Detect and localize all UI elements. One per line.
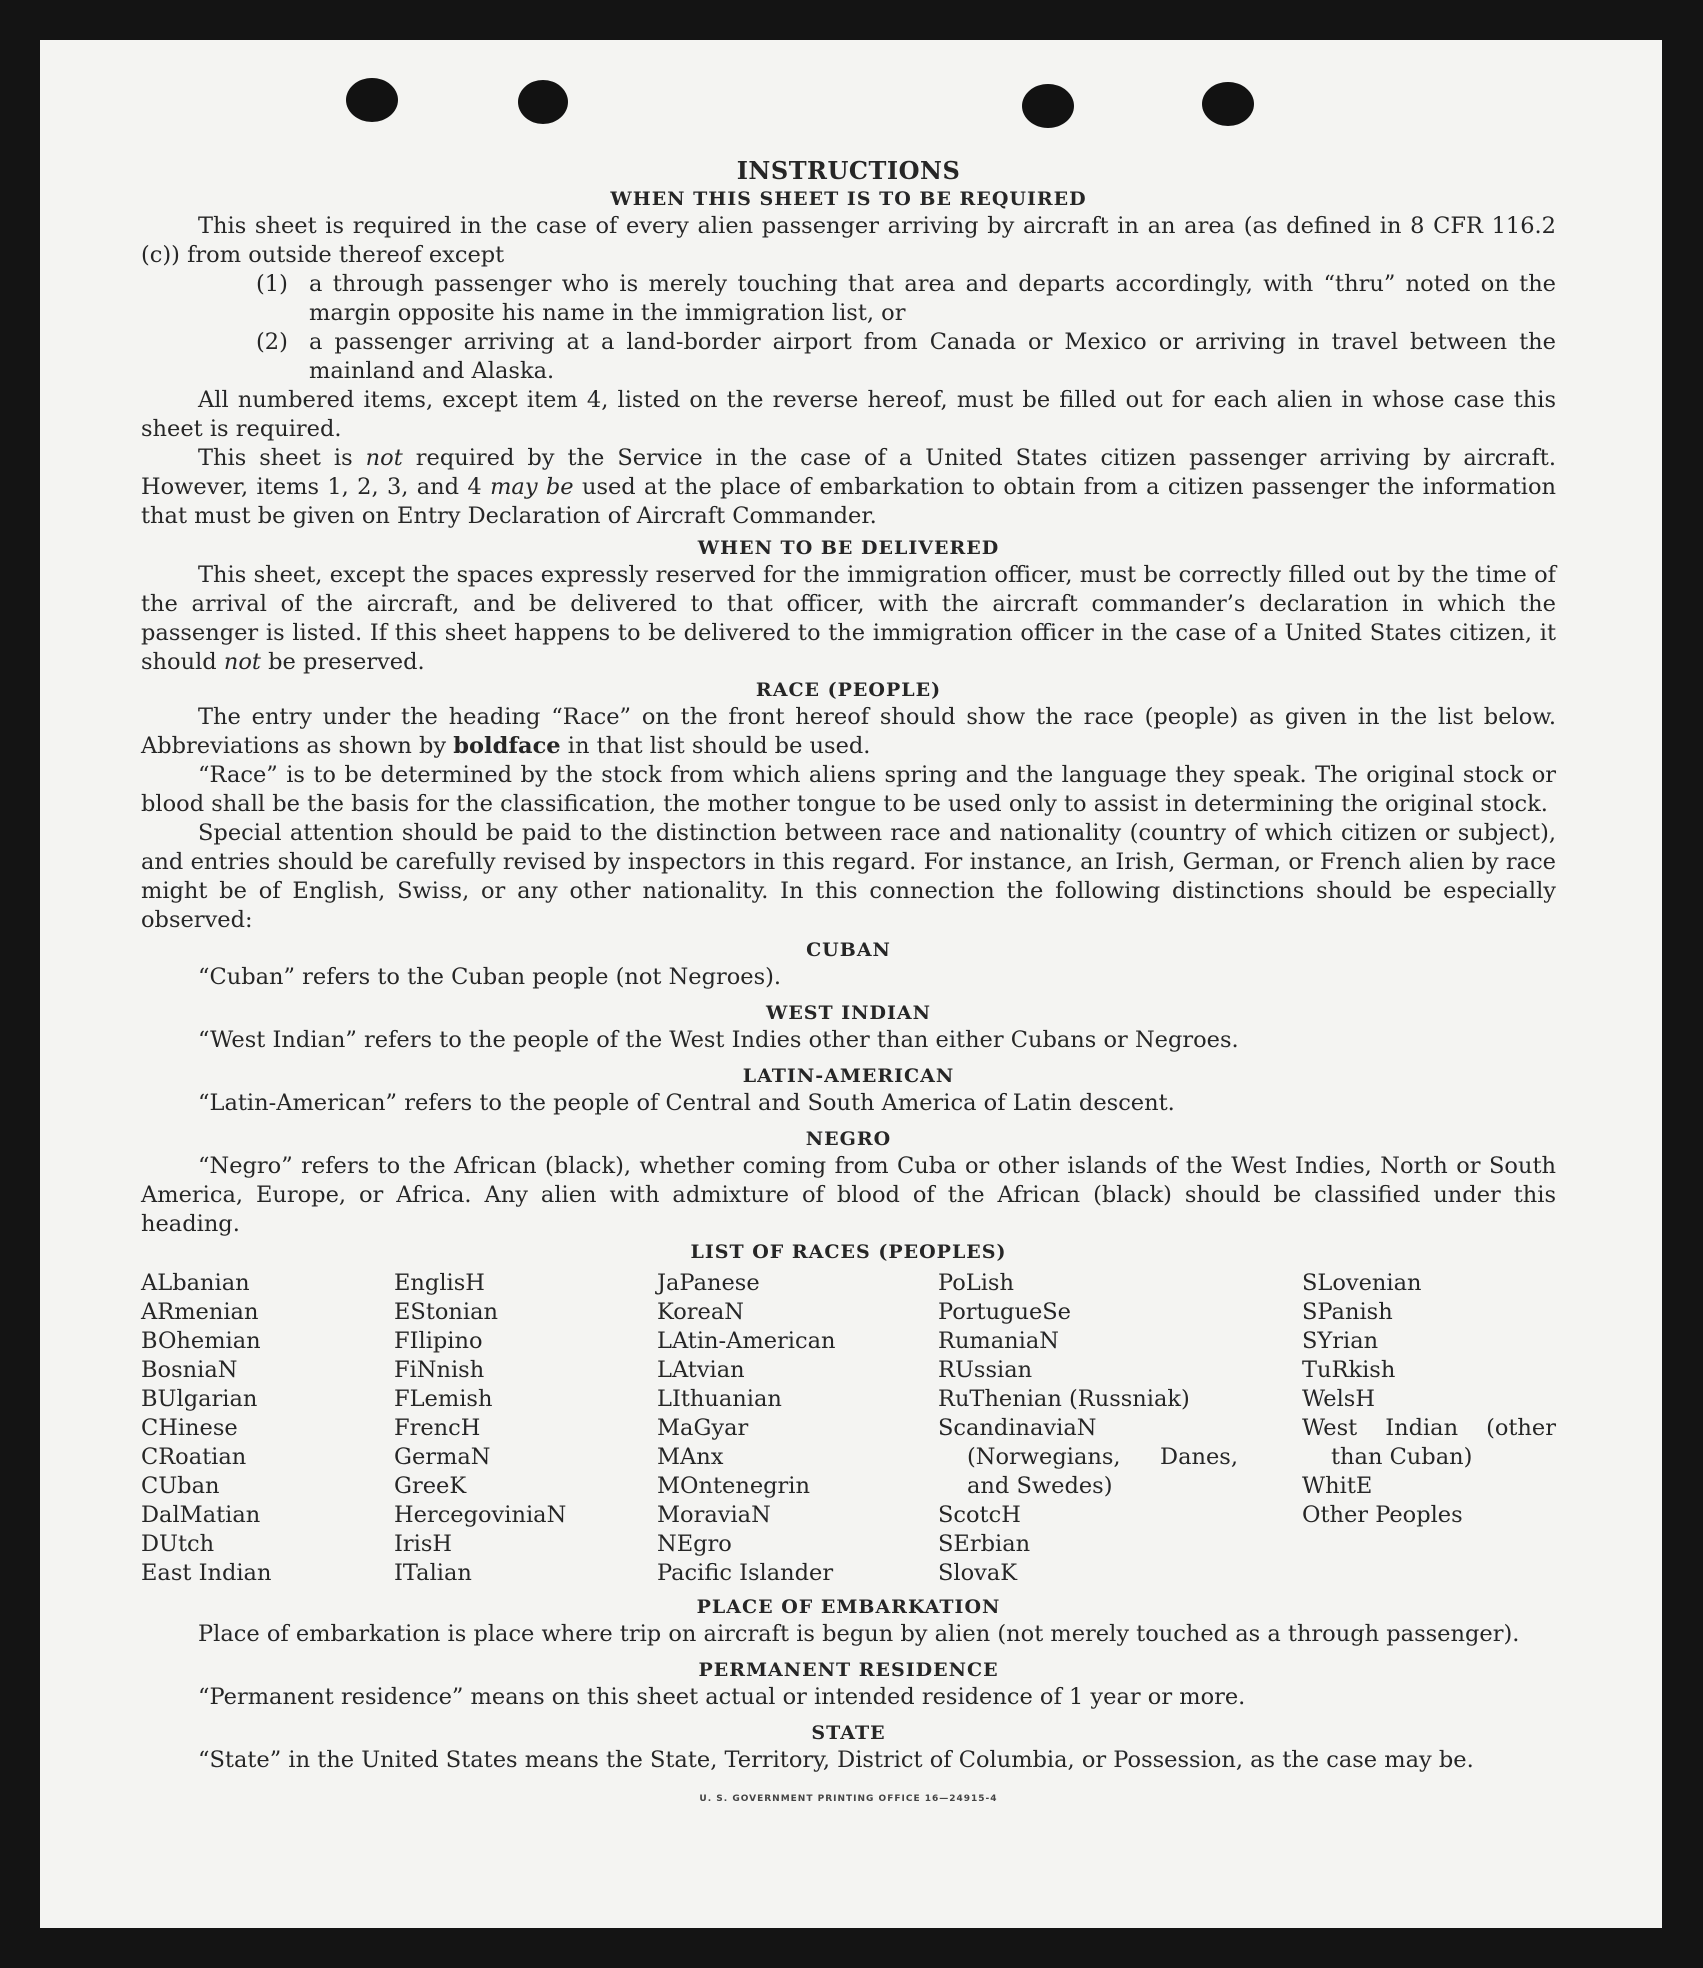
race-item: SErbian [938,1531,1031,1557]
race-item: Other Peoples [1302,1502,1463,1528]
paragraph: This sheet is required in the case of every alien passenger arriving by aircraft in an area (as defined in 8 CFR 116.2 (c)) from outside thereof except [141,213,1556,268]
emphasis: not [365,445,403,471]
race-column [141,1269,394,1588]
race-column [394,1269,657,1588]
paragraph: “Permanent residence” means on this sheet actual or intended residence of 1 year or more. [198,1684,1246,1710]
paragraph: Place of embarkation is place where trip on aircraft is begun by alien (not merely touched as a through passenger). [198,1621,1520,1647]
race-item: JaPanese [657,1270,760,1296]
race-item: West Indian (other than Cuban) [1302,1415,1556,1470]
race-item: RuThenian (Russniak) [938,1386,1190,1412]
race-item: WelsH [1302,1386,1375,1412]
heading-negro: NEGRO [805,1128,892,1150]
race-column [1302,1269,1556,1588]
race-item: EStonian [394,1299,499,1325]
paragraph [141,444,1556,531]
race-item: LAtin-American [657,1328,836,1354]
race-item: SYrian [1302,1328,1379,1354]
race-item: ALbanian [141,1270,250,1296]
race-item: CUban [141,1473,220,1499]
race-column [938,1269,1302,1588]
race-item: DalMatian [141,1502,261,1528]
race-item: ITalian [394,1560,472,1586]
printer-imprint: U. S. GOVERNMENT PRINTING OFFICE 16—24915-4 [699,1794,998,1804]
paragraph [141,561,1556,677]
race-item: GreeK [394,1473,467,1499]
page-title: INSTRUCTIONS [736,156,961,185]
race-item: IrisH [394,1531,453,1557]
heading-west-indian: WEST INDIAN [765,1002,932,1024]
race-item: EnglisH [394,1270,485,1296]
race-item: BUlgarian [141,1386,258,1412]
race-item: ScotcH [938,1502,1021,1528]
race-item: PoLish [938,1270,1014,1296]
text-run: This sheet is [198,445,366,471]
paragraph: Special attention should be paid to the distinction between race and nationality (country of which citizen or subject), and entries should be carefully revised by inspectors in this regard. For instance, an Irish, German, or French alien by race might be of English, Swiss, or any other nationality. In this connection the following distinctions should be especially observed: [141,820,1556,933]
paragraph [141,703,1556,761]
race-column [657,1269,938,1588]
race-item: East Indian [141,1560,272,1586]
exception-item-1 [256,270,1556,328]
paragraph: “Race” is to be determined by the stock from which aliens spring and the language they speak. The original stock or blood shall be the basis for the classification, the mother tongue to be used only to assist in determining the original stock. [141,762,1556,817]
race-item: SPanish [1302,1299,1393,1325]
text-run: required by the Service in the case of a United States citizen passenger arriving by aircraft. However, items 1, 2, 3, and 4 [141,445,1556,500]
text-run: The entry under the heading “Race” on the front hereof should show the race (people) as given in the list below. Abbreviations as shown by [141,704,1556,759]
race-item: CRoatian [141,1444,247,1470]
race-item: SLovenian [1302,1270,1422,1296]
race-item: ARmenian [141,1299,259,1325]
text-run: used at the place of embarkation to obtain from a citizen passenger the information that must be given on Entry Declaration of Aircraft Commander. [141,474,1556,529]
paragraph: All numbered items, except item 4, listed on the reverse hereof, must be filled out for each alien in whose case this sheet is required. [141,387,1556,442]
race-item: RUssian [938,1357,1033,1383]
race-item: FrencH [394,1415,481,1441]
item-number: (2) [256,329,288,355]
race-item: CHinese [141,1415,238,1441]
heading-when-required: WHEN THIS SHEET IS TO BE REQUIRED [610,188,1087,210]
heading-latin-american: LATIN-AMERICAN [742,1065,955,1087]
paragraph: “Negro” refers to the African (black), whether coming from Cuba or other islands of the West Indies, North or South America, Europe, or Africa. Any alien with admixture of blood of the African (black) should be classified under this heading. [141,1153,1556,1237]
item-number: (1) [256,271,288,297]
bold-text: boldface [453,733,561,759]
race-item: BosniaN [141,1357,238,1383]
paragraph: “Cuban” refers to the Cuban people (not Negroes). [198,964,782,990]
text-run: This sheet, except the spaces expressly reserved for the immigration officer, must be correctly filled out by the time of the arrival of the aircraft, and be delivered to that officer, with the aircraft commander’s declaration in which the passenger is listed. If this sheet happens to be delivered to the immigration officer in the case of a United States citizen, it should [141,562,1556,675]
paragraph: “Latin-American” refers to the people of Central and South America of Latin descent. [198,1090,1175,1116]
text-run: in that list should be used. [560,733,871,759]
race-item: KoreaN [657,1299,744,1325]
heading-embarkation: PLACE OF EMBARKATION [696,1596,1001,1618]
race-item: FiNnish [394,1357,485,1383]
race-item: GermaN [394,1444,491,1470]
race-item: Pacific Islander [657,1560,834,1586]
race-item: MAnx [657,1444,724,1470]
heading-race-list: LIST OF RACES (PEOPLES) [690,1241,1007,1263]
race-item: RumaniaN [938,1328,1059,1354]
paragraph: “State” in the United States means the State, Territory, District of Columbia, or Possession, as the case may be. [198,1747,1474,1773]
emphasis: may be [490,474,574,500]
heading-cuban: CUBAN [806,939,891,961]
race-item: FIlipino [394,1328,483,1354]
race-item: LIthuanian [657,1386,782,1412]
race-item: BOhemian [141,1328,261,1354]
exception-item-2 [256,328,1556,386]
race-item: DUtch [141,1531,215,1557]
document-content [141,112,1556,1814]
race-item: TuRkish [1302,1357,1396,1383]
document-sheet [40,40,1662,1928]
race-item: MaGyar [657,1415,749,1441]
emphasis: not [223,649,261,675]
text-run: be preserved. [260,649,425,675]
race-item: HercegoviniaN [394,1502,567,1528]
heading-state: STATE [811,1722,886,1744]
paragraph: “West Indian” refers to the people of the West Indies other than either Cubans or Negroes. [198,1027,1239,1053]
item-text: a passenger arriving at a land-border airport from Canada or Mexico or arriving in travel between the mainland and Alaska. [309,329,1556,384]
heading-when-delivered: WHEN TO BE DELIVERED [697,537,1000,559]
heading-race: RACE (PEOPLE) [755,679,942,701]
race-item: FLemish [394,1386,493,1412]
race-item: MOntenegrin [657,1473,810,1499]
race-item: ScandinaviaN (Norwegians, Danes, and Swedes) [938,1415,1238,1499]
heading-residence: PERMANENT RESIDENCE [698,1659,999,1681]
race-list [141,1269,1556,1588]
race-item: PortugueSe [938,1299,1072,1325]
race-item: NEgro [657,1531,732,1557]
race-item: MoraviaN [657,1502,771,1528]
race-item: LAtvian [657,1357,745,1383]
item-text: a through passenger who is merely touching that area and departs accordingly, with “thru” noted on the margin opposite his name in the immigration list, or [309,271,1556,326]
race-item: WhitE [1302,1473,1373,1499]
race-item: SlovaK [938,1560,1018,1586]
